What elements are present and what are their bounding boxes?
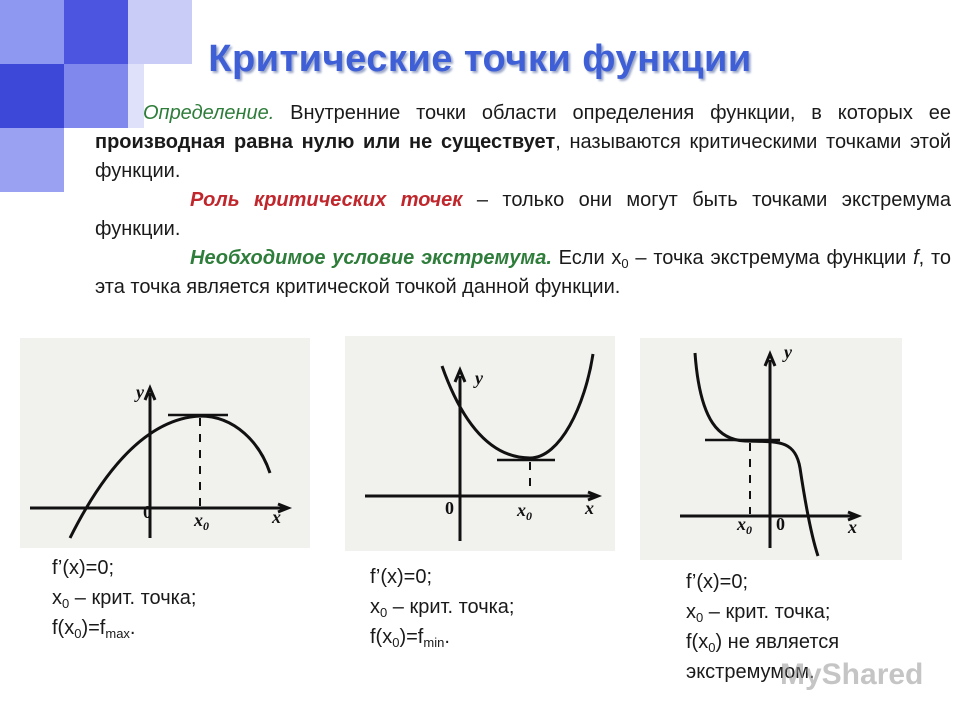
- y-label: y: [475, 368, 483, 388]
- caption-line: $x_0$ – крит. точка;: [370, 596, 515, 620]
- condition-text2: – точка экстремума функции: [628, 247, 914, 269]
- caption-line: f’(x)=0;: [52, 557, 115, 579]
- caption-line: $x_0$ – крит. точка;: [52, 587, 197, 611]
- graph-minimum: [345, 336, 615, 551]
- caption-line: f’(x)=0;: [370, 566, 433, 588]
- caption-line: экстремумом.: [686, 661, 815, 683]
- role-text: – только они могут быть точками экстремума функции.: [95, 189, 951, 240]
- curve-min: [442, 354, 593, 458]
- curve-inflection: [695, 353, 818, 556]
- graph-maximum: [20, 338, 310, 548]
- x0-label: $x_0$: [737, 514, 752, 537]
- condition-paragraph: [95, 244, 951, 302]
- caption-line: f’(x)=0;: [686, 571, 749, 593]
- caption-line: $f(x_0)$ не является: [686, 631, 840, 655]
- page-title: Критические точки функции: [208, 38, 752, 80]
- caption-minimum: [370, 562, 514, 652]
- condition-text3: , то эта точка является критической точкой данной функции.: [95, 247, 952, 298]
- graph-inflection-svg: [640, 338, 902, 560]
- graph-inflection: [640, 338, 902, 560]
- graph-minimum-svg: [345, 336, 615, 551]
- condition-text: Если x: [551, 247, 622, 269]
- x-label: x: [848, 517, 857, 537]
- caption-maximum: [52, 553, 196, 643]
- definition-block: [95, 99, 951, 302]
- origin-label: 0: [776, 514, 785, 534]
- condition-sub: 0: [621, 256, 629, 271]
- condition-f: f: [913, 247, 919, 269]
- y-label: y: [784, 342, 792, 362]
- curve-max: [70, 416, 270, 538]
- x-label: x: [272, 507, 281, 527]
- definition-text-end: , называются критическими точками этой функции.: [95, 131, 952, 182]
- caption-line: $f(x_0)=f_{max}$.: [52, 617, 136, 641]
- caption-line: $f(x_0)=f_{min}$.: [370, 626, 450, 650]
- condition-label: Необходимое условие экстремума.: [190, 247, 552, 269]
- x-label: x: [585, 498, 594, 518]
- role-label: Роль критических точек: [190, 189, 463, 211]
- graph-maximum-svg: [20, 338, 310, 548]
- definition-bold: производная равна нулю или не существует: [95, 131, 556, 153]
- x0-label: $x_0$: [517, 500, 532, 523]
- origin-label: 0: [143, 502, 152, 522]
- definition-paragraph: [95, 99, 951, 186]
- caption-line: $x_0$ – крит. точка;: [686, 601, 831, 625]
- role-paragraph: [95, 186, 951, 244]
- y-label: y: [136, 382, 144, 402]
- x0-label: $x_0$: [194, 510, 209, 533]
- definition-label: Определение.: [143, 102, 275, 124]
- definition-text: Внутренние точки области определения функции, в которых ее: [274, 102, 951, 124]
- origin-label: 0: [445, 498, 454, 518]
- watermark-logo: MyShared: [780, 658, 924, 691]
